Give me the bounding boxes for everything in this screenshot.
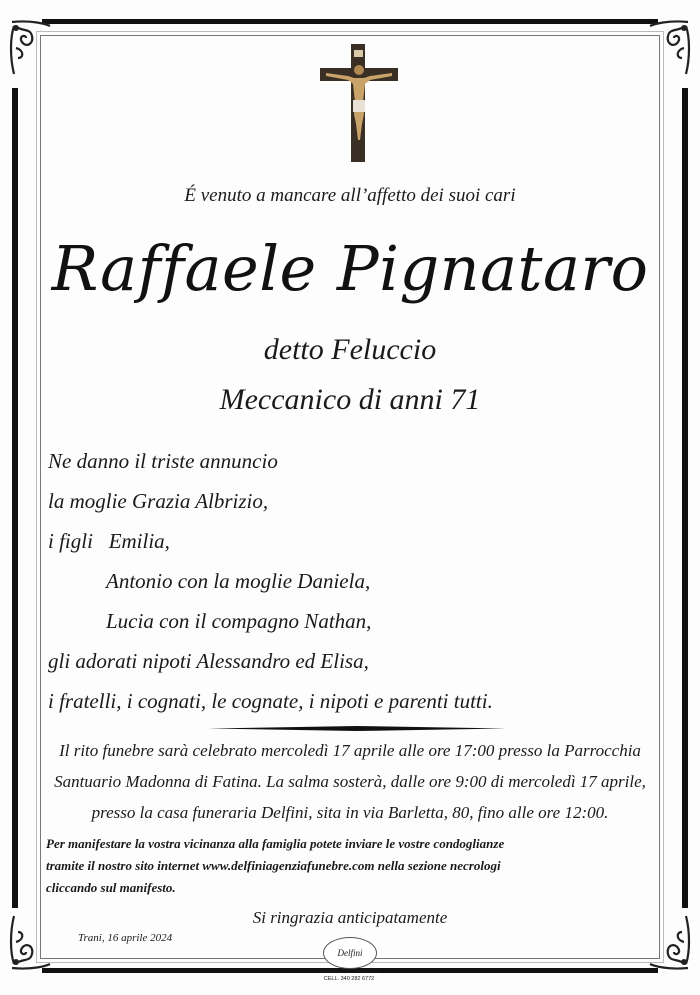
agency-mobile: CELL. 340 282 6772 xyxy=(323,976,375,982)
agency-phone: AGENZIA 0883 481 608 xyxy=(319,969,379,975)
family-line xyxy=(48,526,668,566)
family-line: Lucia con il compagno Nathan, xyxy=(106,609,372,633)
rite-line: presso la casa funeraria Delfini, sita in via Barletta, 80, fino alle ore 12:00. xyxy=(91,803,609,822)
agency-logo xyxy=(313,937,385,989)
frame-left-bar xyxy=(12,88,18,908)
funeral-rite-details xyxy=(30,737,670,830)
frame-right-bar xyxy=(682,88,688,908)
rite-line: Il rito funebre sarà celebrato mercoledì 17 aprile alle ore 17:00 presso la Parrocchia xyxy=(59,741,641,760)
frame-top-bar xyxy=(42,19,658,24)
place-date: Trani, 16 aprile 2024 xyxy=(78,932,173,944)
section-divider xyxy=(208,718,506,723)
notice-line: tramite il nostro sito internet www.delfiniagenziafunebre.com nella sezione necrologi xyxy=(46,858,501,873)
family-line: Ne danno il triste annuncio xyxy=(48,449,278,473)
family-child-name: Emilia, xyxy=(108,529,170,553)
agency-logo-text: Delfini xyxy=(337,948,363,958)
intro-text: É venuto a mancare all’affetto dei suoi cari xyxy=(184,185,516,206)
thanks-text: Si ringrazia anticipatamente xyxy=(252,908,448,927)
condolence-notice xyxy=(46,834,666,900)
deceased-name: Raffaele Pignataro xyxy=(51,232,649,305)
family-line: Antonio con la moglie Daniela, xyxy=(106,569,371,593)
corner-ornament-icon xyxy=(4,18,54,78)
crucifix-icon xyxy=(318,42,400,164)
agency-logo-emblem xyxy=(323,937,377,969)
family-line: la moglie Grazia Albrizio, xyxy=(48,489,269,513)
notice-line: cliccando sul manifesto. xyxy=(46,880,176,895)
notice-line: Per manifestare la vostra vicinanza alla famiglia potete inviare le vostre condoglianze xyxy=(46,836,505,851)
family-announcement xyxy=(48,446,668,726)
family-children-label: i figli xyxy=(48,529,93,553)
deceased-nickname: detto Feluccio xyxy=(263,333,437,366)
family-line: i fratelli, i cognati, le cognate, i nipoti e parenti tutti. xyxy=(48,689,493,713)
deceased-occupation-age: Meccanico di anni 71 xyxy=(219,383,481,416)
corner-ornament-icon xyxy=(646,18,696,78)
family-line: gli adorati nipoti Alessandro ed Elisa, xyxy=(48,649,369,673)
rite-line: Santuario Madonna di Fatina. La salma sosterà, dalle ore 9:00 di mercoledì 17 aprile, xyxy=(54,772,646,791)
